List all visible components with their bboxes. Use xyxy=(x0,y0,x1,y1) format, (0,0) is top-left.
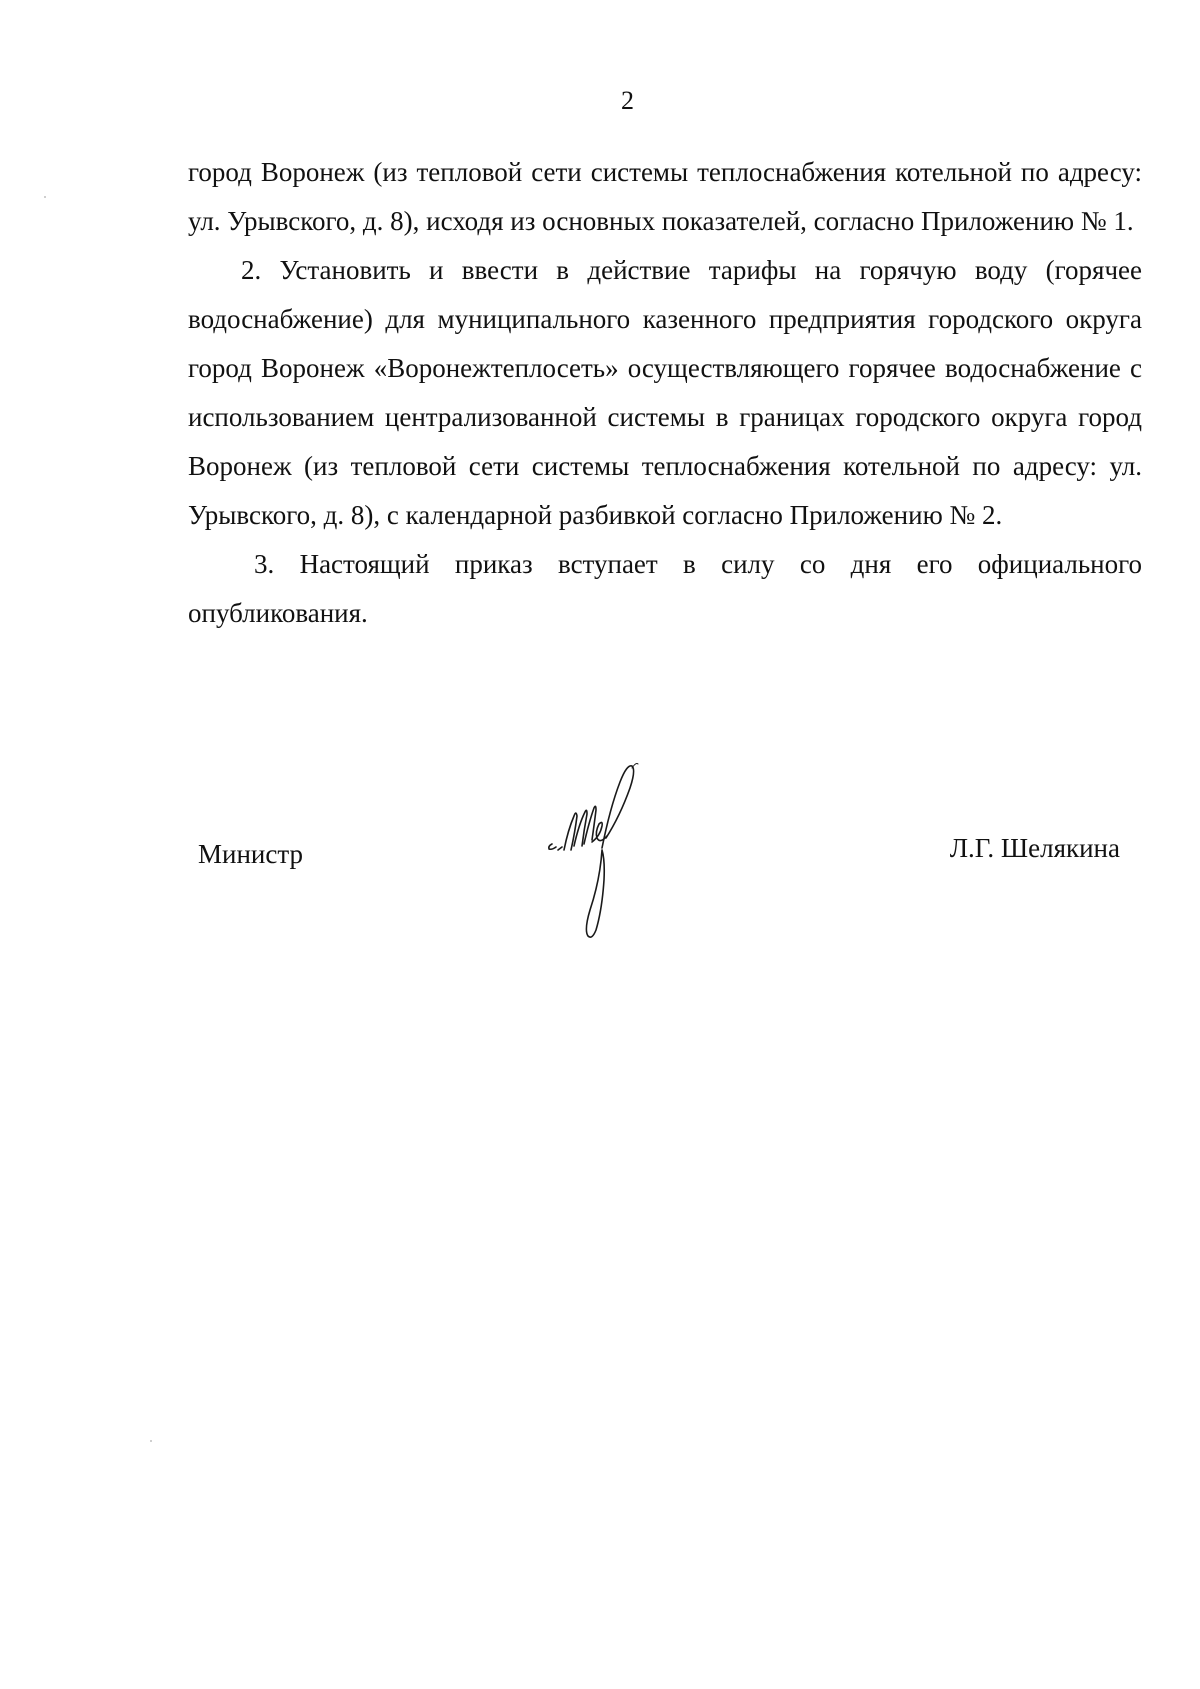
paragraph-continuation: город Воронеж (из тепловой сети системы теплоснабжения котельной по адресу: ул. Урывского, д. 8), исходя из основных показателей, согласно Приложению № 1. xyxy=(188,157,1142,236)
signatory-name: Л.Г. Шелякина xyxy=(949,833,1120,863)
scan-speck xyxy=(44,196,46,198)
paragraph-item-3: 3. Настоящий приказ вступает в силу со дня его официального опубликования. xyxy=(188,549,1142,628)
paragraph-item-2: 2. Установить и ввести в действие тарифы на горячую воду (горячее водоснабжение) для муниципального казенного предприятия городского округа город Воронеж «Воронежтеплосеть» осуществляющего горячее водоснабжение с использованием централизованной системы в границах городского округа город Воронеж (из тепловой сети системы теплоснабжения котельной по адресу: ул. Урывского, д. 8), с календарной разбивкой согласно Приложению № 2. xyxy=(188,255,1142,530)
page-number: 2 xyxy=(621,86,634,115)
signatory-title: Министр xyxy=(198,839,303,869)
handwritten-signature xyxy=(540,758,700,958)
document-body xyxy=(188,148,1142,638)
signature-block xyxy=(0,730,1200,960)
scan-speck xyxy=(150,1440,152,1442)
